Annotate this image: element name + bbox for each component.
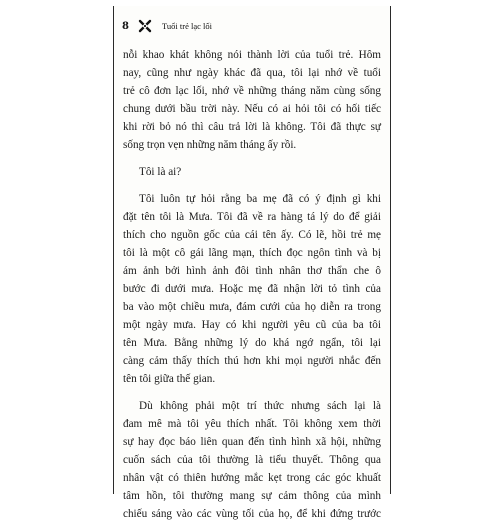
text-line: chung dưới bầu trời này. Nếu có ai hỏi tôi có hối tiếc [123,103,381,115]
text-line: một ngày mưa. Hay có khi người yêu cũ của ba tôi [123,319,381,331]
text-line: tên tôi giữa thế gian. [123,373,216,385]
text-line: ba vào một chiều mưa, đám cưới của họ diễn ra trong [123,301,381,313]
text-line: trẻ cô đơn lạc lối, nhớ về những tháng năm cùng sống [123,85,381,97]
paragraph [123,163,381,181]
text-line: tôi là một cô gái lãng mạn, thích đọc ngôn tình và bị [123,247,381,259]
running-header [122,19,212,33]
page-number: 8 [122,20,129,32]
paragraph [123,397,381,523]
text-line: khi rời bỏ nó thì câu trả lời là không. Tôi đã thực sự [123,121,381,133]
text-line: Tôi là ai? [139,166,182,178]
book-page [113,6,391,520]
text-line: thích cho nguồn gốc của cái tên ấy. Có lẽ, hồi trẻ mẹ [123,229,381,241]
paragraph [123,190,381,388]
text-line: nhân vật có thiên hướng mắc kẹt trong các góc khuất [123,472,381,484]
text-line: bước đi dưới mưa. Hoặc mẹ đã nhận lời tỏ tình của [123,283,381,295]
body-text [123,46,381,523]
text-line: sự hay đọc báo liên quan đến tình hình xã hội, những [123,436,381,448]
text-line: đặt tên tôi là Mưa. Tôi đã về ra hàng tá lý do để giải [123,211,381,223]
text-line: nỗi khao khát không nói thành lời của tuổi trẻ. Hôm [123,49,381,61]
text-line: đam mê mà tôi yêu thích nhất. Tôi không xem thời [123,418,381,430]
text-line: nay, cũng như ngày khác đã qua, tôi lại nhớ về tuổi [123,67,381,79]
text-line: Tôi luôn tự hỏi rằng ba mẹ đã có ý định gì khi [139,193,381,205]
text-line: chiếu sáng vào các vùng tối của họ, để khi đứng trước [123,508,381,520]
text-line: tên Mưa. Bằng những lý do khá ngớ ngẩn, tôi lại [123,337,381,349]
text-line: cuốn sách của tôi thường là tiểu thuyết. Thông qua [123,454,381,466]
book-title: Tuổi trẻ lạc lối [162,21,212,31]
crossed-x-logo-icon [138,19,152,33]
text-line: sống trọn vẹn những năm tháng ấy rồi. [123,139,297,151]
text-line: tâm hồn, tôi thường mang sự cảm thông của mình [123,490,381,502]
text-line: ám ảnh bởi hình ảnh đôi tình nhân thơ thẩn che ô [123,265,381,277]
paragraph [123,46,381,154]
text-line: càng cảm thấy thích thú hơn khi mọi người nhắc đến [123,355,381,367]
text-line: Dù không phải một trí thức nhưng sách lại là [139,400,381,412]
